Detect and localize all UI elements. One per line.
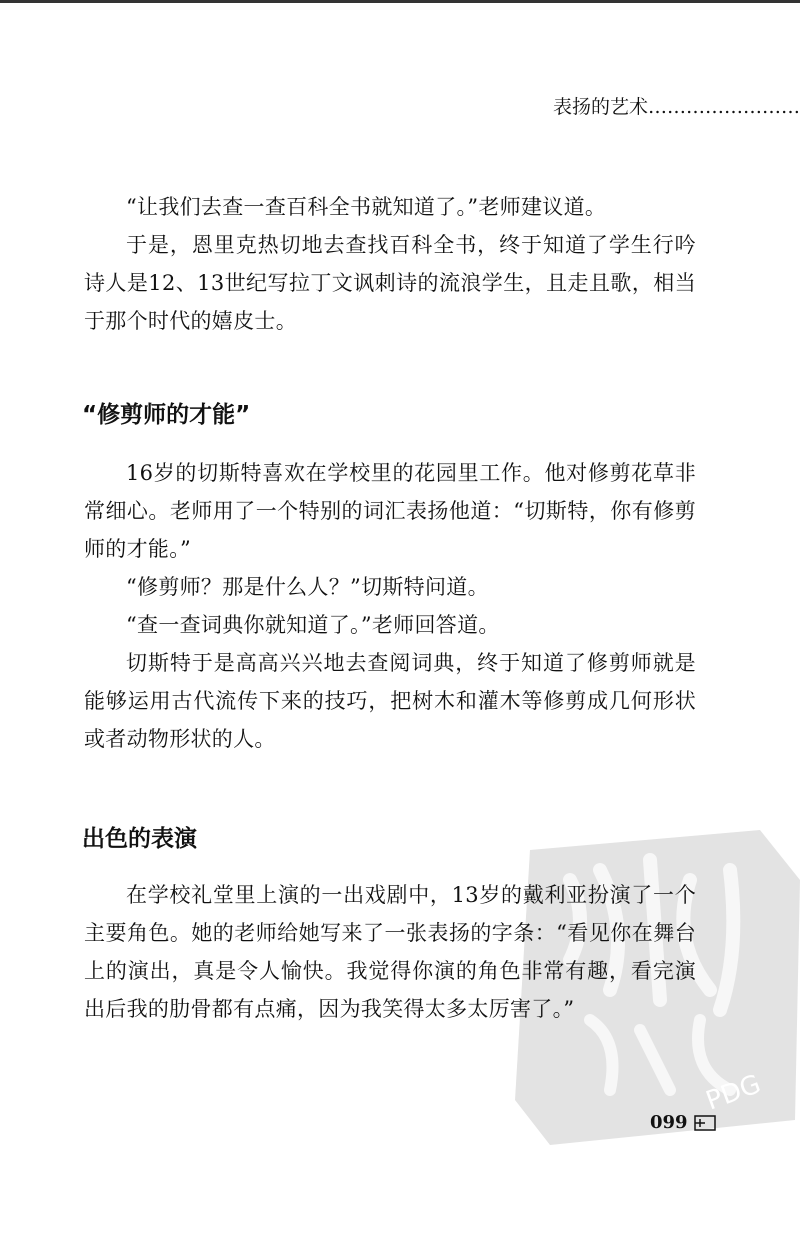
section-2-heading: “修剪师的才能” xyxy=(82,402,251,428)
watermark-label: PDG xyxy=(702,1069,765,1117)
paragraph: “修剪师？那是什么人？”切斯特问道。 xyxy=(126,575,489,599)
page-corner-icon xyxy=(694,1114,716,1132)
section-3-body xyxy=(84,876,696,1028)
paragraph: 16岁的切斯特喜欢在学校里的花园里工作。他对修剪花草非常细心。老师用了一个特别的词汇表扬他道：“切斯特，你有修剪师的才能。” xyxy=(84,461,696,561)
section-2-body xyxy=(84,454,696,758)
paragraph: “查一查词典你就知道了。”老师回答道。 xyxy=(126,613,500,637)
page-number: 099 xyxy=(650,1112,688,1133)
running-header: 表扬的艺术…………………… xyxy=(552,96,800,118)
section-3-heading: 出色的表演 xyxy=(82,826,197,852)
section-1-body xyxy=(84,188,696,340)
paragraph: 于是，恩里克热切地去查找百科全书，终于知道了学生行吟诗人是12、13世纪写拉丁文讽刺诗的流浪学生，且走且歌，相当于那个时代的嬉皮士。 xyxy=(84,233,696,333)
paragraph: 切斯特于是高高兴兴地去查阅词典，终于知道了修剪师就是能够运用古代流传下来的技巧，把树木和灌木等修剪成几何形状或者动物形状的人。 xyxy=(84,651,696,751)
top-rule xyxy=(0,0,800,3)
paragraph: 在学校礼堂里上演的一出戏剧中，13岁的戴利亚扮演了一个主要角色。她的老师给她写来了一张表扬的字条：“看见你在舞台上的演出，真是令人愉快。我觉得你演的角色非常有趣，看完演出后我的肋骨都有点痛，因为我笑得太多太厉害了。” xyxy=(84,883,696,1021)
paragraph: “让我们去查一查百科全书就知道了。”老师建议道。 xyxy=(126,195,607,219)
page-footer xyxy=(650,1112,716,1133)
